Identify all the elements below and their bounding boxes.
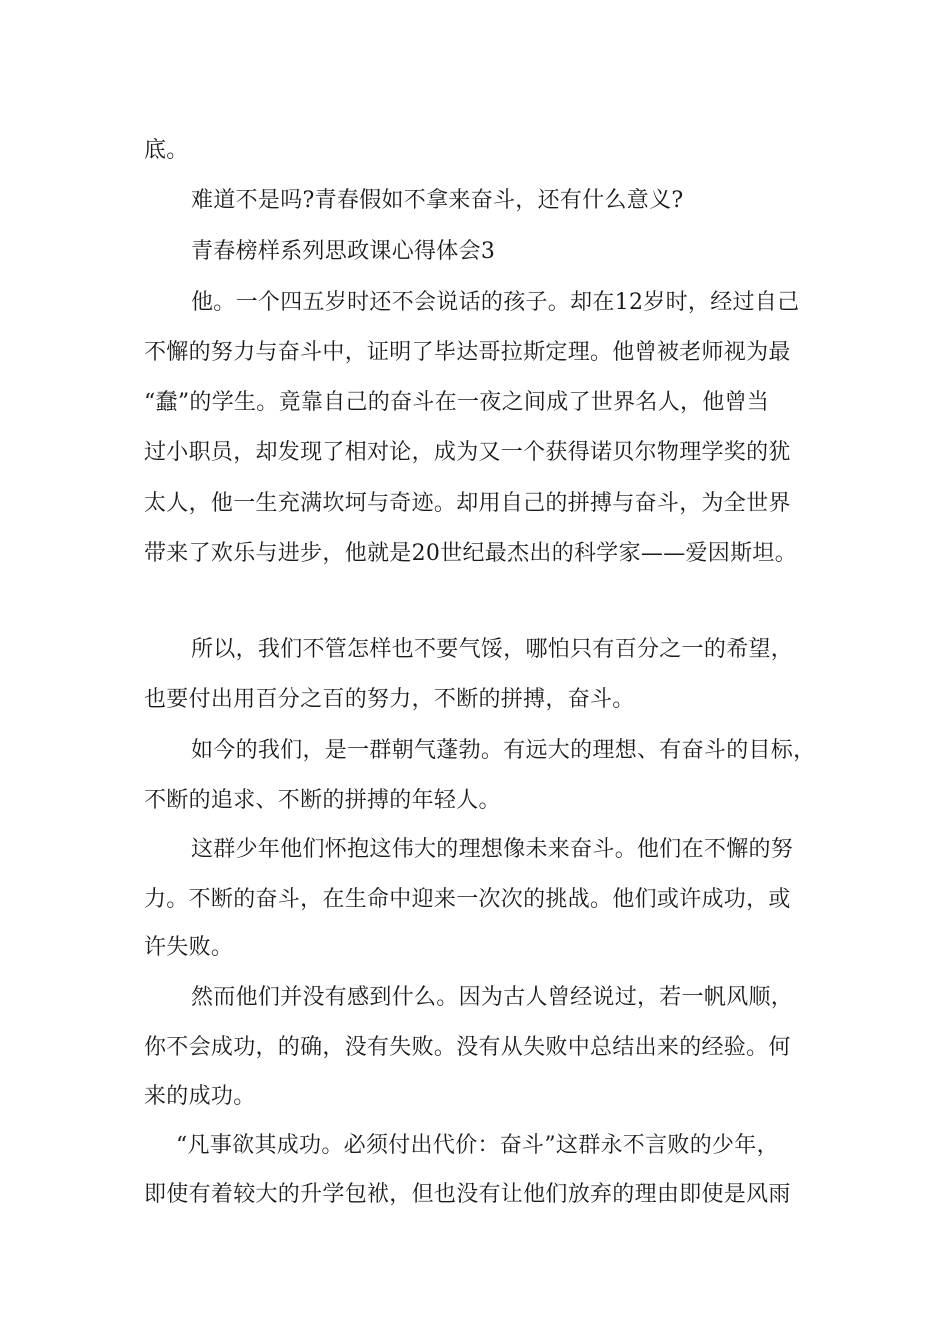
- text-line: 难道不是吗?青春假如不拿来奋斗，还有什么意义?: [191, 188, 684, 213]
- text-line: 力。不断的奋斗，在生命中迎来一次次的挑战。他们或许成功，或: [144, 887, 791, 912]
- text-line: 不断的追求、不断的拼搏的年轻人。: [144, 788, 501, 813]
- text-line: 不懈的努力与奋斗中，证明了毕达哥拉斯定理。他曾被老师视为最: [144, 340, 791, 365]
- text-line: 他。一个四五岁时还不会说话的孩子。却在12岁时，经过自己: [191, 290, 800, 315]
- text-line: 然而他们并没有感到什么。因为古人曾经说过，若一帆风顺，: [191, 985, 794, 1010]
- text-line: 过小职员，却发现了相对论，成为又一个获得诺贝尔物理学奖的犹: [144, 440, 791, 465]
- text-line: 即使有着较大的升学包袱，但也没有让他们放弃的理由即使是风雨: [144, 1182, 791, 1207]
- text-line: 你不会成功，的确，没有失败。没有从失败中总结出来的经验。何: [144, 1035, 791, 1060]
- text-line: “蠢”的学生。竟靠自己的奋斗在一夜之间成了世界名人，他曾当: [144, 390, 770, 415]
- text-line: 来的成功。: [144, 1084, 256, 1109]
- section-heading: 青春榜样系列思政课心得体会3: [191, 239, 496, 264]
- text-line: 带来了欢乐与进步，他就是20世纪最杰出的科学家——爱因斯坦。: [144, 541, 797, 566]
- text-line: 所以，我们不管怎样也不要气馁，哪怕只有百分之一的希望，: [191, 637, 794, 662]
- text-line: 底。: [144, 138, 189, 163]
- text-line: 如今的我们，是一群朝气蓬勃。有远大的理想、有奋斗的目标，: [191, 738, 816, 763]
- text-line: “凡事欲其成功。必须付出代价：奋斗”这群永不言败的少年，: [176, 1133, 779, 1158]
- text-line: 这群少年他们怀抱这伟大的理想像未来奋斗。他们在不懈的努: [191, 837, 794, 862]
- text-line: 也要付出用百分之百的努力，不断的拼搏，奋斗。: [144, 687, 635, 712]
- text-line: 太人，他一生充满坎坷与奇迹。却用自己的拼搏与奋斗，为全世界: [144, 491, 791, 516]
- text-line: 许失败。: [144, 935, 234, 960]
